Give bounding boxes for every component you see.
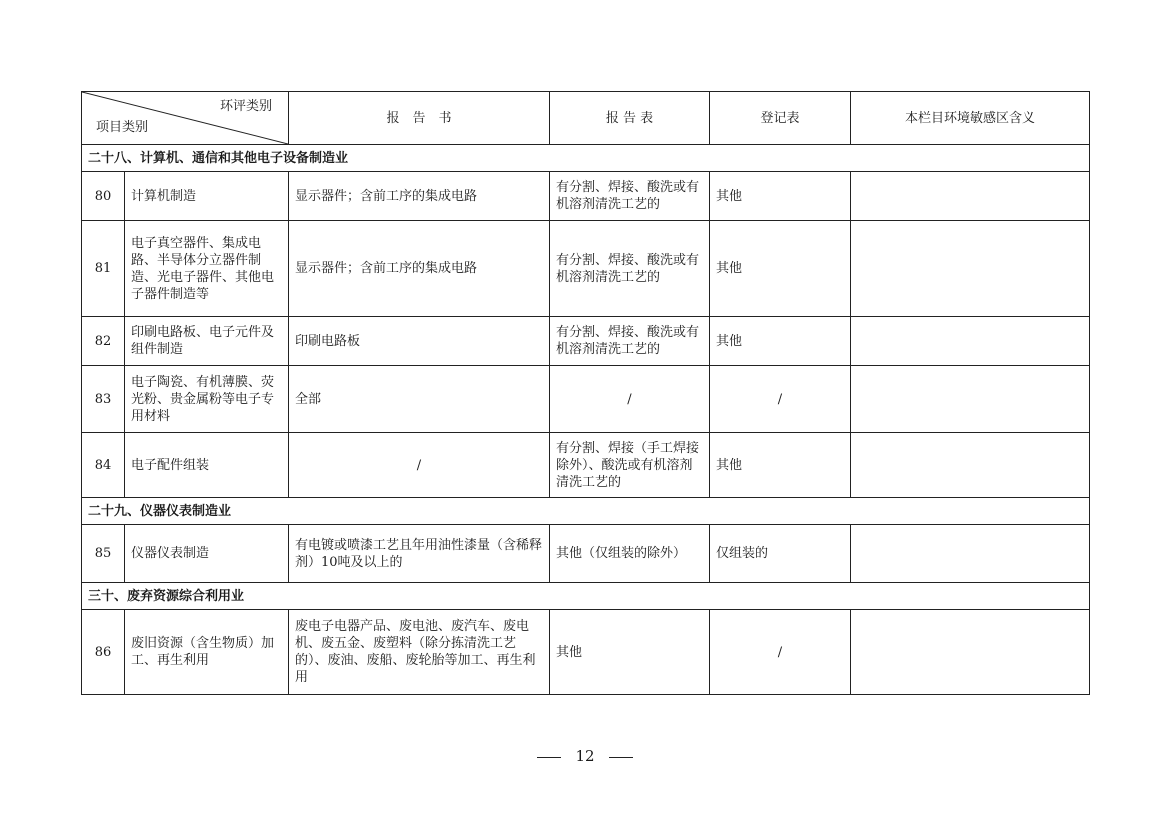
diagonal-header-cell bbox=[82, 92, 289, 145]
row-number: 86 bbox=[82, 610, 125, 695]
footer-dash-left bbox=[537, 757, 561, 758]
register-value: 其他 bbox=[710, 317, 851, 366]
report-book-value: 显示器件；含前工序的集成电路 bbox=[289, 172, 550, 221]
report-book-value: 废电子电器产品、废电池、废汽车、废电机、废五金、废塑料（除分拣清洗工艺的）、废油、废船、废轮胎等加工、再生利用 bbox=[289, 610, 550, 695]
register-value: 仅组装的 bbox=[710, 525, 851, 583]
table-row bbox=[82, 172, 1090, 221]
project-name: 仪器仪表制造 bbox=[125, 525, 289, 583]
register-value: / bbox=[710, 366, 851, 433]
report-book-value: 有电镀或喷漆工艺且年用油性漆量（含稀释剂）10吨及以上的 bbox=[289, 525, 550, 583]
header-report-form: 报 告 表 bbox=[550, 92, 710, 145]
table-row bbox=[82, 366, 1090, 433]
project-name: 废旧资源（含生物质）加工、再生利用 bbox=[125, 610, 289, 695]
header-sensitive-area: 本栏目环境敏感区含义 bbox=[851, 92, 1090, 145]
report-form-value: 有分割、焊接（手工焊接除外）、酸洗或有机溶剂清洗工艺的 bbox=[550, 433, 710, 498]
header-project-category: 项目类别 bbox=[96, 120, 149, 135]
table-row bbox=[82, 317, 1090, 366]
report-form-value: 有分割、焊接、酸洗或有机溶剂清洗工艺的 bbox=[550, 221, 710, 317]
register-value: 其他 bbox=[710, 172, 851, 221]
row-number: 84 bbox=[82, 433, 125, 498]
sensitive-value bbox=[851, 221, 1090, 317]
row-number: 85 bbox=[82, 525, 125, 583]
header-report-book: 报 告 书 bbox=[289, 92, 550, 145]
report-book-value: 全部 bbox=[289, 366, 550, 433]
table-row bbox=[82, 221, 1090, 317]
project-name: 印刷电路板、电子元件及组件制造 bbox=[125, 317, 289, 366]
section-row bbox=[82, 583, 1090, 610]
row-number: 83 bbox=[82, 366, 125, 433]
section-title-30: 三十、废弃资源综合利用业 bbox=[82, 583, 1090, 610]
section-title-29: 二十九、仪器仪表制造业 bbox=[82, 498, 1090, 525]
row-number: 80 bbox=[82, 172, 125, 221]
section-row bbox=[82, 498, 1090, 525]
report-form-value: 其他（仅组装的除外） bbox=[550, 525, 710, 583]
register-value: / bbox=[710, 610, 851, 695]
table-header-row bbox=[82, 92, 1090, 145]
project-name: 电子配件组装 bbox=[125, 433, 289, 498]
report-form-value: 其他 bbox=[550, 610, 710, 695]
header-env-category: 环评类别 bbox=[219, 99, 272, 114]
footer-dash-right bbox=[609, 757, 633, 758]
sensitive-value bbox=[851, 525, 1090, 583]
report-book-value: 显示器件；含前工序的集成电路 bbox=[289, 221, 550, 317]
project-name: 计算机制造 bbox=[125, 172, 289, 221]
sensitive-value bbox=[851, 433, 1090, 498]
sensitive-value bbox=[851, 610, 1090, 695]
sensitive-value bbox=[851, 366, 1090, 433]
section-row bbox=[82, 145, 1090, 172]
sensitive-value bbox=[851, 317, 1090, 366]
environmental-classification-table bbox=[81, 91, 1090, 695]
register-value: 其他 bbox=[710, 433, 851, 498]
register-value: 其他 bbox=[710, 221, 851, 317]
table-row bbox=[82, 610, 1090, 695]
report-form-value: / bbox=[550, 366, 710, 433]
header-register-form: 登记表 bbox=[710, 92, 851, 145]
report-form-value: 有分割、焊接、酸洗或有机溶剂清洗工艺的 bbox=[550, 172, 710, 221]
page-footer bbox=[0, 747, 1170, 765]
section-title-28: 二十八、计算机、通信和其他电子设备制造业 bbox=[82, 145, 1090, 172]
table-row bbox=[82, 525, 1090, 583]
report-book-value: / bbox=[289, 433, 550, 498]
project-name: 电子陶瓷、有机薄膜、荧光粉、贵金属粉等电子专用材料 bbox=[125, 366, 289, 433]
sensitive-value bbox=[851, 172, 1090, 221]
page-number: 12 bbox=[575, 747, 595, 765]
project-name: 电子真空器件、集成电路、半导体分立器件制造、光电子器件、其他电子器件制造等 bbox=[125, 221, 289, 317]
report-book-value: 印刷电路板 bbox=[289, 317, 550, 366]
row-number: 81 bbox=[82, 221, 125, 317]
row-number: 82 bbox=[82, 317, 125, 366]
report-form-value: 有分割、焊接、酸洗或有机溶剂清洗工艺的 bbox=[550, 317, 710, 366]
table-row bbox=[82, 433, 1090, 498]
